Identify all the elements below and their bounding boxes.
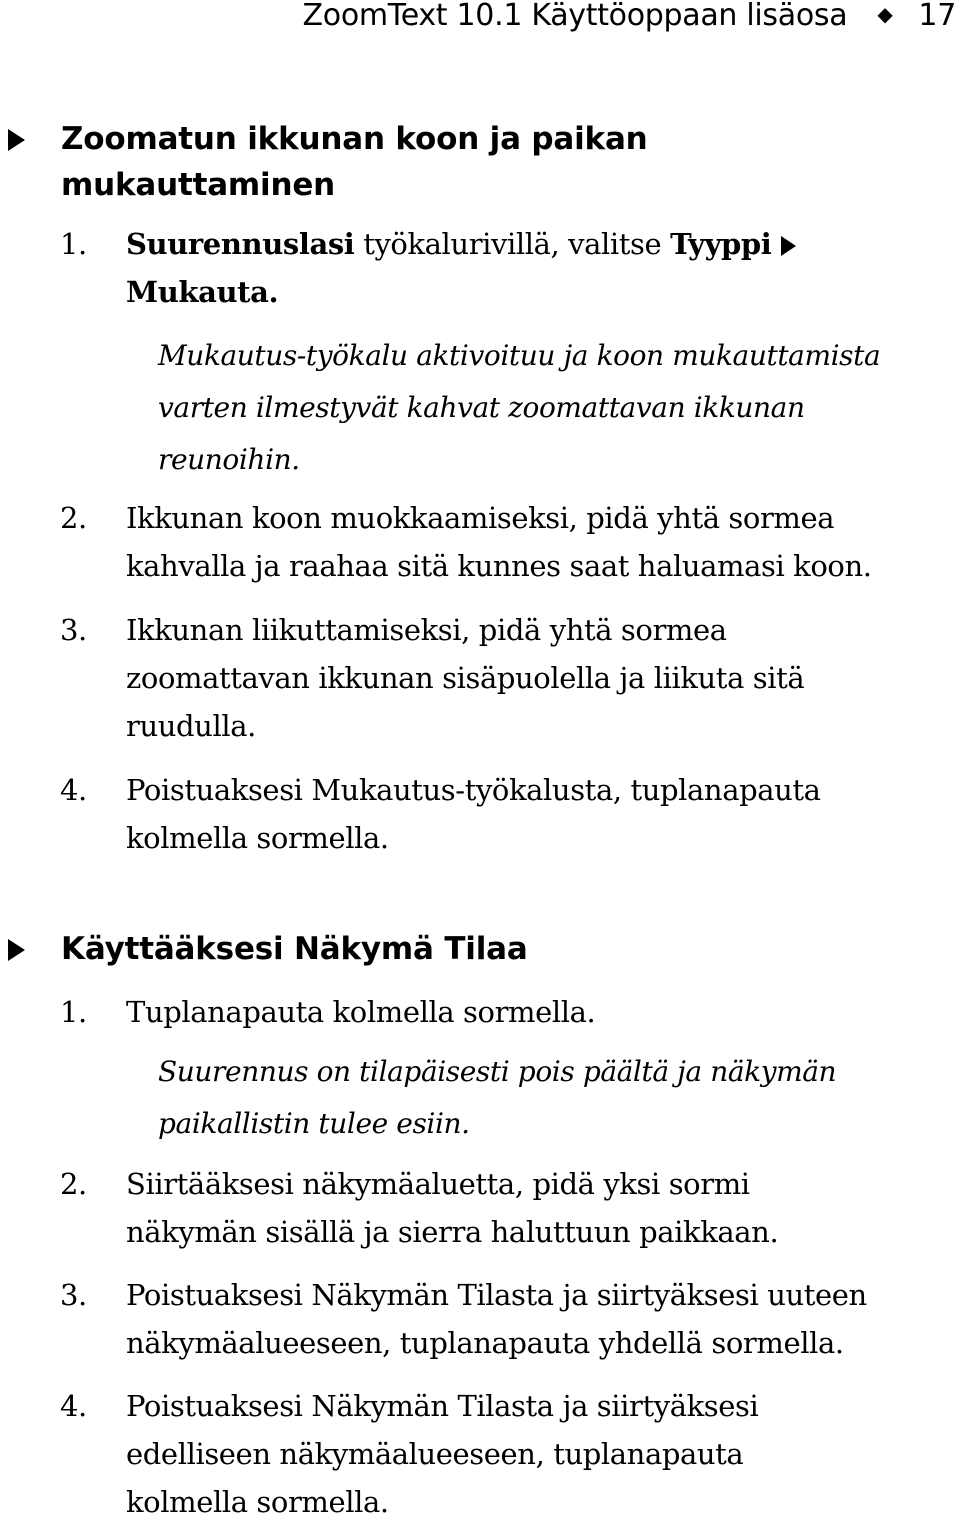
step-number: 4. xyxy=(60,1389,87,1423)
heading-line: mukauttaminen xyxy=(61,167,336,203)
heading-arrow-icon xyxy=(8,129,25,151)
step-number: 1. xyxy=(60,995,87,1029)
step-3-move-window: 3. Ikkunan liikuttamiseksi, pidä yhtä sormea zoomattavan ikkunan sisäpuolella ja liikuta sitä ruudulla. xyxy=(60,606,955,750)
step-1-choose-adjust: 1. Suurennuslasi työkalurivillä, valitse Tyyppi Mukauta. xyxy=(60,220,955,316)
view-step-1-result-note: Suurennus on tilapäisesti pois päältä ja näkymän paikallistin tulee esiin. xyxy=(158,1055,837,1140)
view-step-2-move-area: 2. Siirtääksesi näkymäaluetta, pidä yksi sormi näkymän sisällä ja sierra haluttuun paikkaan. xyxy=(60,1160,955,1256)
step-number: 1. xyxy=(60,227,87,261)
step-number: 4. xyxy=(60,773,87,807)
view-step-1-triple-tap: 1. Tuplanapauta kolmella sormella. xyxy=(60,988,955,1036)
magnifier-toolbar-name: Suurennuslasi xyxy=(126,227,355,261)
header-title: ZoomText 10.1 Käyttöoppaan lisäosa xyxy=(302,0,848,33)
view-step-3-exit-new-area: 3. Poistuaksesi Näkymän Tilasta ja siirtyäksesi uuteen näkymäalueeseen, tuplanapauta yhdellä sormella. xyxy=(60,1271,955,1367)
running-header xyxy=(303,0,956,33)
step-number: 2. xyxy=(60,501,87,535)
step-number: 3. xyxy=(60,1278,87,1312)
heading-line: Zoomatun ikkunan koon ja paikan xyxy=(61,121,648,157)
step-4-exit-adjust: 4. Poistuaksesi Mukautus-työkalusta, tuplanapauta kolmella sormella. xyxy=(60,766,955,862)
menu-arrow-icon xyxy=(781,236,796,256)
step-2-resize: 2. Ikkunan koon muokkaamiseksi, pidä yhtä sormea kahvalla ja raahaa sitä kunnes saat haluamasi koon. xyxy=(60,494,955,590)
view-step-4-exit-previous-area: 4. Poistuaksesi Näkymän Tilasta ja siirtyäksesi edelliseen näkymäalueeseen, tuplanapauta kolmella sormella. xyxy=(60,1382,955,1526)
page-number: 17 xyxy=(918,0,956,33)
section-heading-view-mode: Käyttääksesi Näkymä Tilaa xyxy=(8,926,528,972)
step-number: 2. xyxy=(60,1167,87,1201)
menu-type-name: Tyyppi xyxy=(670,227,772,261)
step-1-result-note: Mukautus-työkalu aktivoituu ja koon mukauttamista varten ilmestyvät kahvat zoomattavan ikkunan reunoihin. xyxy=(158,339,881,476)
menu-item-adjust-name: Mukauta. xyxy=(126,275,279,309)
heading-arrow-icon xyxy=(8,939,25,961)
step-number: 3. xyxy=(60,613,87,647)
section-heading-resize-window xyxy=(8,116,648,208)
diamond-separator-icon: ◆ xyxy=(877,2,893,26)
